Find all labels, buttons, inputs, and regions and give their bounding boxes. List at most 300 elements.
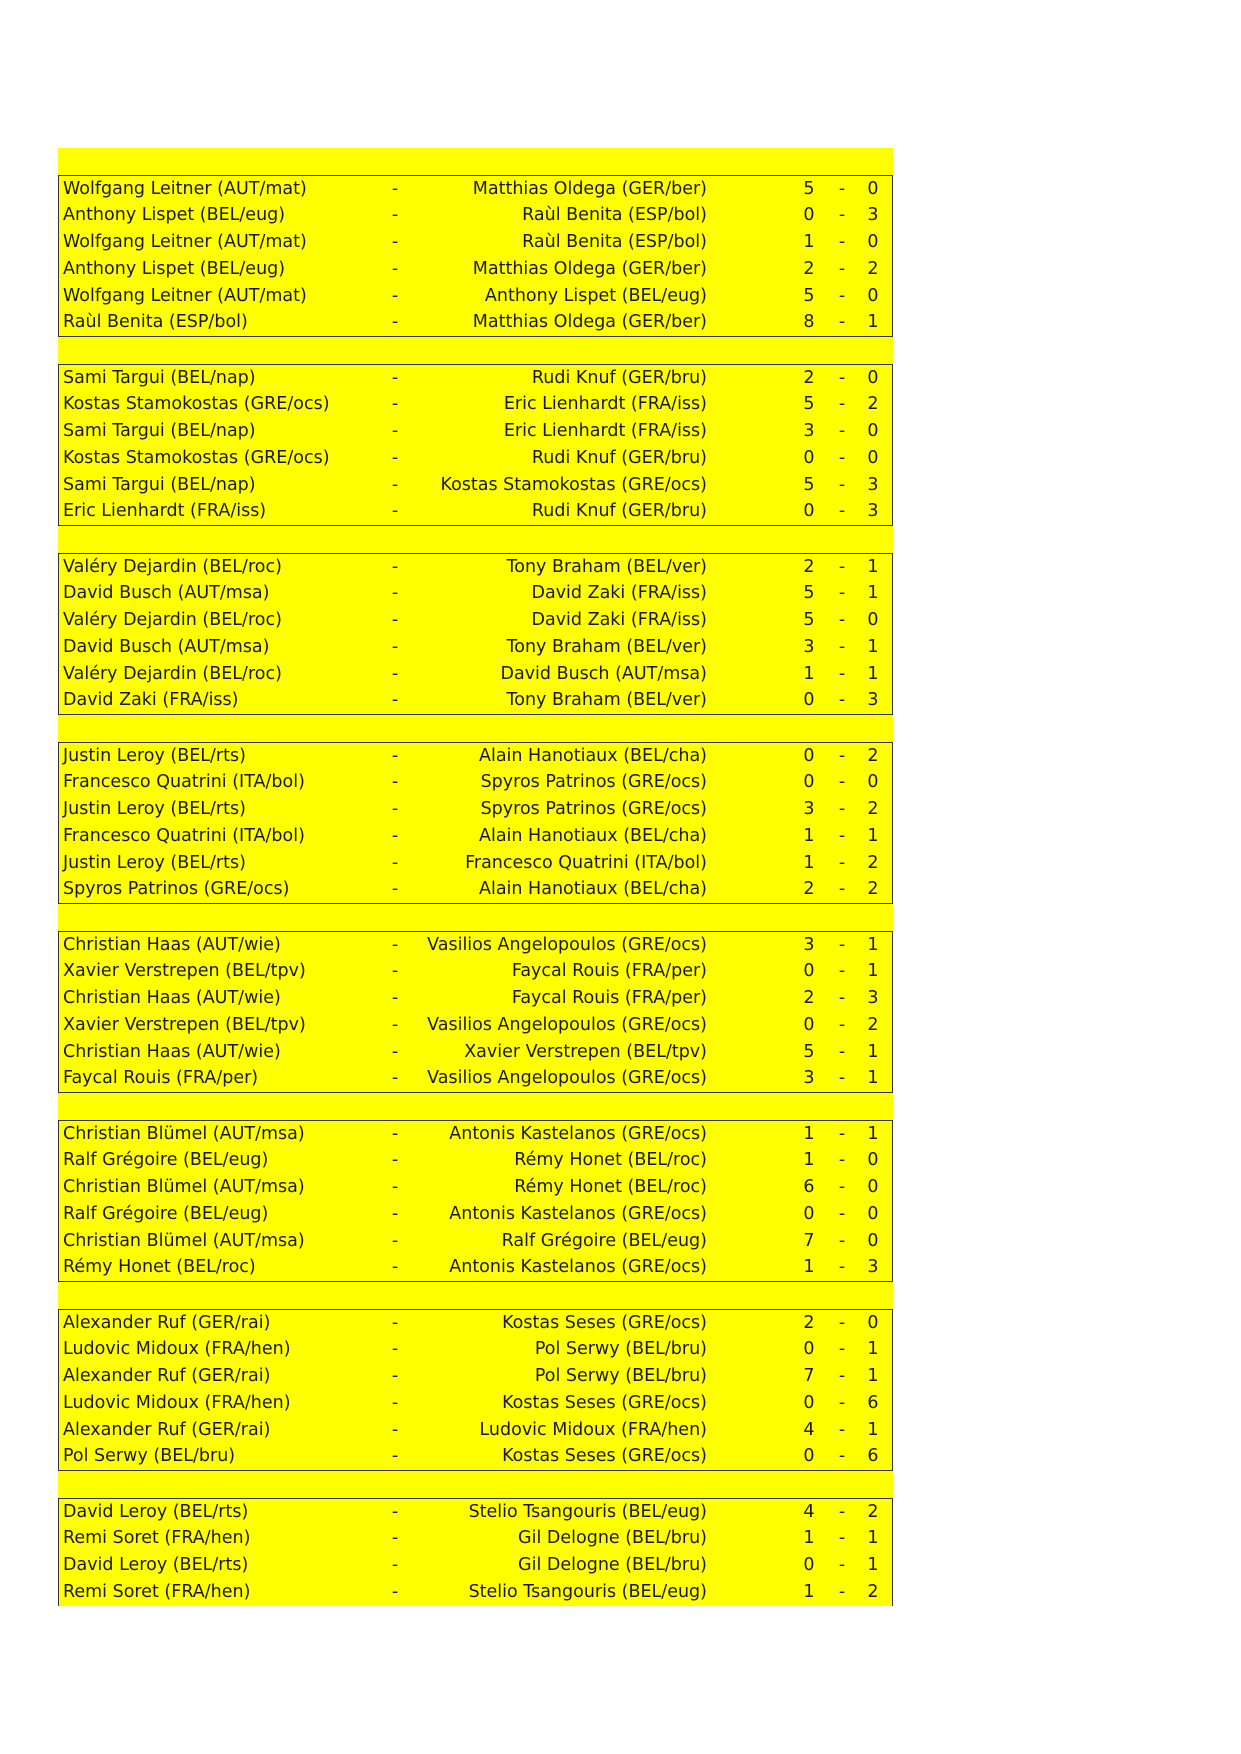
away-score-cell: 0: [867, 1230, 879, 1251]
score-separator: -: [838, 772, 846, 793]
home-score-cell: 1: [803, 852, 815, 873]
versus-separator: -: [391, 852, 399, 873]
home-score-cell: 0: [803, 501, 815, 522]
score-separator: -: [838, 178, 846, 199]
away-player-cell: Kostas Seses (GRE/ocs): [502, 1446, 707, 1467]
versus-separator: -: [391, 1203, 399, 1224]
home-score-cell: 4: [803, 1419, 815, 1440]
home-player-cell: Christian Blümel (AUT/msa): [63, 1123, 305, 1144]
home-player-cell: Ludovic Midoux (FRA/hen): [63, 1339, 291, 1360]
score-separator: -: [838, 1068, 846, 1089]
away-player-cell: Rémy Honet (BEL/roc): [514, 1150, 707, 1171]
match-row: [59, 1012, 892, 1039]
home-player-cell: Christian Haas (AUT/wie): [63, 988, 281, 1008]
versus-separator: -: [391, 690, 399, 711]
home-score-cell: 0: [803, 1203, 815, 1224]
versus-separator: -: [391, 1501, 399, 1522]
home-player-cell: Spyros Patrinos (GRE/ocs): [63, 879, 290, 900]
versus-separator: -: [391, 447, 399, 468]
versus-separator: -: [391, 1068, 399, 1089]
away-score-cell: 1: [867, 1366, 879, 1386]
score-separator: -: [838, 232, 846, 252]
versus-separator: -: [391, 663, 399, 684]
away-score-cell: 3: [867, 501, 879, 522]
versus-separator: -: [391, 178, 399, 199]
home-player-cell: Valéry Dejardin (BEL/roc): [63, 556, 282, 577]
away-score-cell: 3: [867, 690, 879, 711]
home-player-cell: Pol Serwy (BEL/bru): [63, 1446, 236, 1467]
match-row: [59, 1228, 892, 1255]
home-player-cell: Wolfgang Leitner (AUT/mat): [63, 178, 307, 199]
score-separator: -: [838, 312, 846, 333]
versus-separator: -: [391, 1555, 399, 1575]
away-score-cell: 1: [867, 1041, 879, 1062]
match-row: [59, 283, 892, 310]
home-score-cell: 5: [803, 285, 815, 306]
home-score-cell: 2: [803, 879, 815, 900]
away-player-cell: David Zaki (FRA/iss): [531, 610, 707, 630]
match-row: [59, 1552, 892, 1579]
match-row: [59, 985, 892, 1012]
match-row: [59, 202, 892, 229]
versus-separator: -: [391, 474, 399, 495]
match-group: [58, 931, 893, 1094]
away-score-cell: 1: [867, 583, 879, 604]
home-player-cell: Sami Targui (BEL/nap): [63, 421, 256, 441]
score-separator: -: [838, 474, 846, 495]
versus-separator: -: [391, 1257, 399, 1278]
score-separator: -: [838, 285, 846, 306]
score-separator: -: [838, 799, 846, 819]
home-score-cell: 3: [803, 1068, 815, 1089]
score-separator: -: [838, 583, 846, 604]
score-separator: -: [838, 1366, 846, 1386]
home-score-cell: 0: [803, 690, 815, 711]
score-separator: -: [838, 1257, 846, 1278]
score-separator: -: [838, 1230, 846, 1251]
away-player-cell: David Zaki (FRA/iss): [531, 583, 707, 604]
away-score-cell: 6: [867, 1446, 879, 1467]
score-separator: -: [838, 1339, 846, 1360]
away-score-cell: 0: [867, 1150, 879, 1171]
match-row: [59, 769, 892, 796]
match-row: [59, 554, 892, 581]
match-row: [59, 850, 892, 877]
away-player-cell: Faycal Rouis (FRA/per): [511, 961, 707, 982]
versus-separator: -: [391, 879, 399, 900]
away-score-cell: 0: [867, 772, 879, 793]
away-score-cell: 3: [867, 1257, 879, 1278]
away-player-cell: Tony Braham (BEL/ver): [506, 556, 707, 577]
home-player-cell: Christian Haas (AUT/wie): [63, 934, 281, 955]
home-score-cell: 4: [803, 1501, 815, 1522]
away-player-cell: Tony Braham (BEL/ver): [506, 636, 707, 657]
home-score-cell: 1: [803, 1581, 815, 1602]
versus-separator: -: [391, 1392, 399, 1413]
group-spacer: [58, 1282, 893, 1309]
home-score-cell: 1: [803, 1528, 815, 1549]
away-score-cell: 2: [867, 1014, 879, 1035]
match-row: [59, 256, 892, 283]
home-score-cell: 0: [803, 1014, 815, 1035]
away-score-cell: 2: [867, 852, 879, 873]
versus-separator: -: [391, 1366, 399, 1386]
home-score-cell: 5: [803, 583, 815, 604]
away-player-cell: Eric Lienhardt (FRA/iss): [503, 421, 707, 441]
versus-separator: -: [391, 1014, 399, 1035]
home-score-cell: 0: [803, 745, 815, 766]
home-score-cell: 3: [803, 934, 815, 955]
home-player-cell: Valéry Dejardin (BEL/roc): [63, 610, 282, 630]
versus-separator: -: [391, 1339, 399, 1360]
home-score-cell: 3: [803, 636, 815, 657]
away-player-cell: Gil Delogne (BEL/bru): [518, 1528, 707, 1549]
match-row: [59, 823, 892, 850]
versus-separator: -: [391, 934, 399, 955]
match-row: [59, 876, 892, 903]
match-group: [58, 1120, 893, 1283]
versus-separator: -: [391, 1581, 399, 1602]
match-row: [59, 580, 892, 607]
away-player-cell: Stelio Tsangouris (BEL/eug): [468, 1501, 707, 1522]
match-row: [59, 309, 892, 336]
group-spacer: [58, 715, 893, 742]
away-player-cell: Gil Delogne (BEL/bru): [518, 1555, 707, 1575]
home-score-cell: 1: [803, 1257, 815, 1278]
match-row: [59, 1443, 892, 1470]
versus-separator: -: [391, 501, 399, 522]
versus-separator: -: [391, 205, 399, 226]
away-score-cell: 1: [867, 1339, 879, 1360]
versus-separator: -: [391, 1230, 399, 1251]
match-row: [59, 1121, 892, 1148]
home-player-cell: Wolfgang Leitner (AUT/mat): [63, 285, 307, 306]
home-score-cell: 5: [803, 178, 815, 199]
home-player-cell: Ralf Grégoire (BEL/eug): [63, 1150, 269, 1171]
versus-separator: -: [391, 799, 399, 819]
match-row: [59, 1147, 892, 1174]
home-score-cell: 1: [803, 1123, 815, 1144]
versus-separator: -: [391, 636, 399, 657]
score-separator: -: [838, 394, 846, 415]
away-score-cell: 2: [867, 799, 879, 819]
versus-separator: -: [391, 988, 399, 1008]
score-separator: -: [838, 1419, 846, 1440]
score-separator: -: [838, 1123, 846, 1144]
home-player-cell: Xavier Verstrepen (BEL/tpv): [63, 961, 306, 982]
away-player-cell: Rudi Knuf (GER/bru): [531, 447, 707, 468]
home-player-cell: David Busch (AUT/msa): [63, 583, 270, 604]
match-row: [59, 743, 892, 770]
away-player-cell: Kostas Seses (GRE/ocs): [502, 1312, 707, 1333]
away-player-cell: Francesco Quatrini (ITA/bol): [465, 852, 707, 873]
home-score-cell: 0: [803, 1392, 815, 1413]
versus-separator: -: [391, 772, 399, 793]
score-separator: -: [838, 1041, 846, 1062]
score-separator: -: [838, 988, 846, 1008]
away-player-cell: Antonis Kastelanos (GRE/ocs): [449, 1123, 707, 1144]
away-player-cell: Vasilios Angelopoulos (GRE/ocs): [427, 934, 707, 955]
home-player-cell: Kostas Stamokostas (GRE/ocs): [63, 447, 330, 468]
match-group: [58, 553, 893, 716]
home-score-cell: 2: [803, 258, 815, 279]
score-separator: -: [838, 1150, 846, 1171]
away-score-cell: 0: [867, 285, 879, 306]
score-separator: -: [838, 421, 846, 441]
score-separator: -: [838, 636, 846, 657]
score-separator: -: [838, 1392, 846, 1413]
home-player-cell: Anthony Lispet (BEL/eug): [63, 205, 286, 226]
home-player-cell: David Leroy (BEL/rts): [63, 1555, 249, 1575]
match-row: [59, 229, 892, 256]
home-player-cell: Ludovic Midoux (FRA/hen): [63, 1392, 291, 1413]
match-row: [59, 1417, 892, 1444]
match-row: [59, 391, 892, 418]
home-score-cell: 0: [803, 1339, 815, 1360]
home-score-cell: 2: [803, 988, 815, 1008]
group-spacer: [58, 526, 893, 553]
match-row: [59, 1039, 892, 1066]
away-score-cell: 3: [867, 474, 879, 495]
away-score-cell: 1: [867, 312, 879, 333]
versus-separator: -: [391, 745, 399, 766]
away-score-cell: 2: [867, 258, 879, 279]
home-player-cell: Alexander Ruf (GER/rai): [63, 1312, 271, 1333]
versus-separator: -: [391, 556, 399, 577]
match-row: [59, 932, 892, 959]
home-score-cell: 0: [803, 961, 815, 982]
home-player-cell: Alexander Ruf (GER/rai): [63, 1419, 271, 1440]
match-row: [59, 607, 892, 634]
match-row: [59, 634, 892, 661]
home-player-cell: Valéry Dejardin (BEL/roc): [63, 663, 282, 684]
match-row: [59, 445, 892, 472]
versus-separator: -: [391, 825, 399, 846]
home-score-cell: 0: [803, 1555, 815, 1575]
score-separator: -: [838, 1528, 846, 1549]
away-score-cell: 0: [867, 232, 879, 252]
away-player-cell: David Busch (AUT/msa): [500, 663, 707, 684]
home-player-cell: Christian Haas (AUT/wie): [63, 1041, 281, 1062]
home-player-cell: Anthony Lispet (BEL/eug): [63, 258, 286, 279]
versus-separator: -: [391, 285, 399, 306]
home-score-cell: 0: [803, 447, 815, 468]
score-separator: -: [838, 690, 846, 711]
away-player-cell: Matthias Oldega (GER/ber): [472, 258, 707, 279]
versus-separator: -: [391, 1446, 399, 1467]
home-score-cell: 2: [803, 367, 815, 388]
away-score-cell: 2: [867, 394, 879, 415]
home-score-cell: 3: [803, 799, 815, 819]
away-player-cell: Alain Hanotiaux (BEL/cha): [478, 825, 707, 846]
away-player-cell: Pol Serwy (BEL/bru): [534, 1339, 707, 1360]
versus-separator: -: [391, 1528, 399, 1549]
results-sheet: [58, 148, 893, 1606]
home-player-cell: David Zaki (FRA/iss): [63, 690, 239, 711]
score-separator: -: [838, 1446, 846, 1467]
away-score-cell: 6: [867, 1392, 879, 1413]
score-separator: -: [838, 1312, 846, 1333]
match-row: [59, 687, 892, 714]
home-score-cell: 5: [803, 474, 815, 495]
group-spacer: [58, 904, 893, 931]
match-row: [59, 1499, 892, 1526]
away-player-cell: Vasilios Angelopoulos (GRE/ocs): [427, 1014, 707, 1035]
away-player-cell: Rémy Honet (BEL/roc): [514, 1177, 707, 1197]
away-score-cell: 1: [867, 1068, 879, 1089]
match-row: [59, 176, 892, 203]
match-row: [59, 1254, 892, 1281]
score-separator: -: [838, 825, 846, 846]
away-player-cell: Tony Braham (BEL/ver): [506, 690, 707, 711]
away-player-cell: Raùl Benita (ESP/bol): [522, 232, 707, 252]
match-row: [59, 1174, 892, 1201]
versus-separator: -: [391, 1177, 399, 1197]
away-player-cell: Antonis Kastelanos (GRE/ocs): [449, 1257, 707, 1278]
away-score-cell: 1: [867, 934, 879, 955]
match-row: [59, 498, 892, 525]
away-player-cell: Spyros Patrinos (GRE/ocs): [480, 772, 707, 793]
score-separator: -: [838, 610, 846, 630]
home-player-cell: Kostas Stamokostas (GRE/ocs): [63, 394, 330, 415]
home-player-cell: Xavier Verstrepen (BEL/tpv): [63, 1014, 306, 1035]
match-row: [59, 472, 892, 499]
match-row: [59, 958, 892, 985]
away-score-cell: 0: [867, 1177, 879, 1197]
home-player-cell: Christian Blümel (AUT/msa): [63, 1177, 305, 1197]
away-player-cell: Stelio Tsangouris (BEL/eug): [468, 1581, 707, 1602]
away-player-cell: Spyros Patrinos (GRE/ocs): [480, 799, 707, 819]
versus-separator: -: [391, 1419, 399, 1440]
score-separator: -: [838, 961, 846, 982]
away-score-cell: 1: [867, 825, 879, 846]
versus-separator: -: [391, 258, 399, 279]
home-player-cell: Alexander Ruf (GER/rai): [63, 1366, 271, 1386]
match-group: [58, 1309, 893, 1472]
home-score-cell: 7: [803, 1230, 815, 1251]
home-score-cell: 2: [803, 1312, 815, 1333]
score-separator: -: [838, 367, 846, 388]
home-score-cell: 1: [803, 663, 815, 684]
home-player-cell: Justin Leroy (BEL/rts): [63, 799, 246, 819]
home-player-cell: Justin Leroy (BEL/rts): [63, 852, 246, 873]
away-player-cell: Pol Serwy (BEL/bru): [534, 1366, 707, 1386]
home-player-cell: David Leroy (BEL/rts): [63, 1501, 249, 1522]
score-separator: -: [838, 663, 846, 684]
versus-separator: -: [391, 421, 399, 441]
match-row: [59, 1310, 892, 1337]
home-score-cell: 6: [803, 1177, 815, 1197]
away-player-cell: Antonis Kastelanos (GRE/ocs): [449, 1203, 707, 1224]
home-player-cell: Sami Targui (BEL/nap): [63, 474, 256, 495]
away-player-cell: Matthias Oldega (GER/ber): [472, 312, 707, 333]
home-player-cell: Justin Leroy (BEL/rts): [63, 745, 246, 766]
score-separator: -: [838, 1501, 846, 1522]
score-separator: -: [838, 447, 846, 468]
score-separator: -: [838, 1014, 846, 1035]
match-group: [58, 742, 893, 905]
match-row: [59, 796, 892, 823]
away-player-cell: Rudi Knuf (GER/bru): [531, 367, 707, 388]
score-separator: -: [838, 1177, 846, 1197]
match-row: [59, 661, 892, 688]
group-spacer: [58, 1093, 893, 1120]
versus-separator: -: [391, 961, 399, 982]
away-score-cell: 1: [867, 961, 879, 982]
match-group: [58, 364, 893, 527]
versus-separator: -: [391, 394, 399, 415]
versus-separator: -: [391, 583, 399, 604]
away-score-cell: 0: [867, 447, 879, 468]
match-row: [59, 365, 892, 392]
group-spacer: [58, 1471, 893, 1498]
versus-separator: -: [391, 312, 399, 333]
away-score-cell: 0: [867, 367, 879, 388]
away-score-cell: 0: [867, 610, 879, 630]
home-score-cell: 1: [803, 1150, 815, 1171]
score-separator: -: [838, 879, 846, 900]
away-player-cell: Xavier Verstrepen (BEL/tpv): [464, 1041, 707, 1062]
match-row: [59, 1363, 892, 1390]
home-player-cell: Eric Lienhardt (FRA/iss): [63, 501, 267, 522]
away-player-cell: Ludovic Midoux (FRA/hen): [479, 1419, 707, 1440]
score-separator: -: [838, 1555, 846, 1575]
away-score-cell: 1: [867, 1419, 879, 1440]
away-player-cell: Faycal Rouis (FRA/per): [511, 988, 707, 1008]
score-separator: -: [838, 258, 846, 279]
home-player-cell: Christian Blümel (AUT/msa): [63, 1230, 305, 1251]
away-player-cell: Alain Hanotiaux (BEL/cha): [478, 879, 707, 900]
away-score-cell: 2: [867, 1581, 879, 1602]
score-separator: -: [838, 745, 846, 766]
away-player-cell: Rudi Knuf (GER/bru): [531, 501, 707, 522]
away-score-cell: 1: [867, 1555, 879, 1575]
home-player-cell: Wolfgang Leitner (AUT/mat): [63, 232, 307, 252]
match-row: [59, 418, 892, 445]
home-score-cell: 8: [803, 312, 815, 333]
match-row: [59, 1336, 892, 1363]
match-row: [59, 1525, 892, 1552]
score-separator: -: [838, 556, 846, 577]
home-player-cell: David Busch (AUT/msa): [63, 636, 270, 657]
away-score-cell: 2: [867, 879, 879, 900]
match-row: [59, 1390, 892, 1417]
versus-separator: -: [391, 232, 399, 252]
versus-separator: -: [391, 610, 399, 630]
home-score-cell: 5: [803, 1041, 815, 1062]
home-player-cell: Raùl Benita (ESP/bol): [63, 312, 248, 333]
away-player-cell: Raùl Benita (ESP/bol): [522, 205, 707, 226]
match-group: [58, 175, 893, 338]
away-score-cell: 1: [867, 636, 879, 657]
away-score-cell: 0: [867, 1203, 879, 1224]
home-score-cell: 0: [803, 205, 815, 226]
away-score-cell: 2: [867, 745, 879, 766]
home-player-cell: Rémy Honet (BEL/roc): [63, 1257, 256, 1278]
home-player-cell: Faycal Rouis (FRA/per): [63, 1068, 259, 1089]
away-score-cell: 3: [867, 205, 879, 226]
versus-separator: -: [391, 1041, 399, 1062]
away-score-cell: 3: [867, 988, 879, 1008]
score-separator: -: [838, 934, 846, 955]
away-player-cell: Anthony Lispet (BEL/eug): [484, 285, 707, 306]
home-score-cell: 0: [803, 1446, 815, 1467]
away-player-cell: Vasilios Angelopoulos (GRE/ocs): [427, 1068, 707, 1089]
score-separator: -: [838, 1203, 846, 1224]
match-group: [58, 1498, 893, 1606]
home-player-cell: Sami Targui (BEL/nap): [63, 367, 256, 388]
match-row: [59, 1579, 892, 1606]
